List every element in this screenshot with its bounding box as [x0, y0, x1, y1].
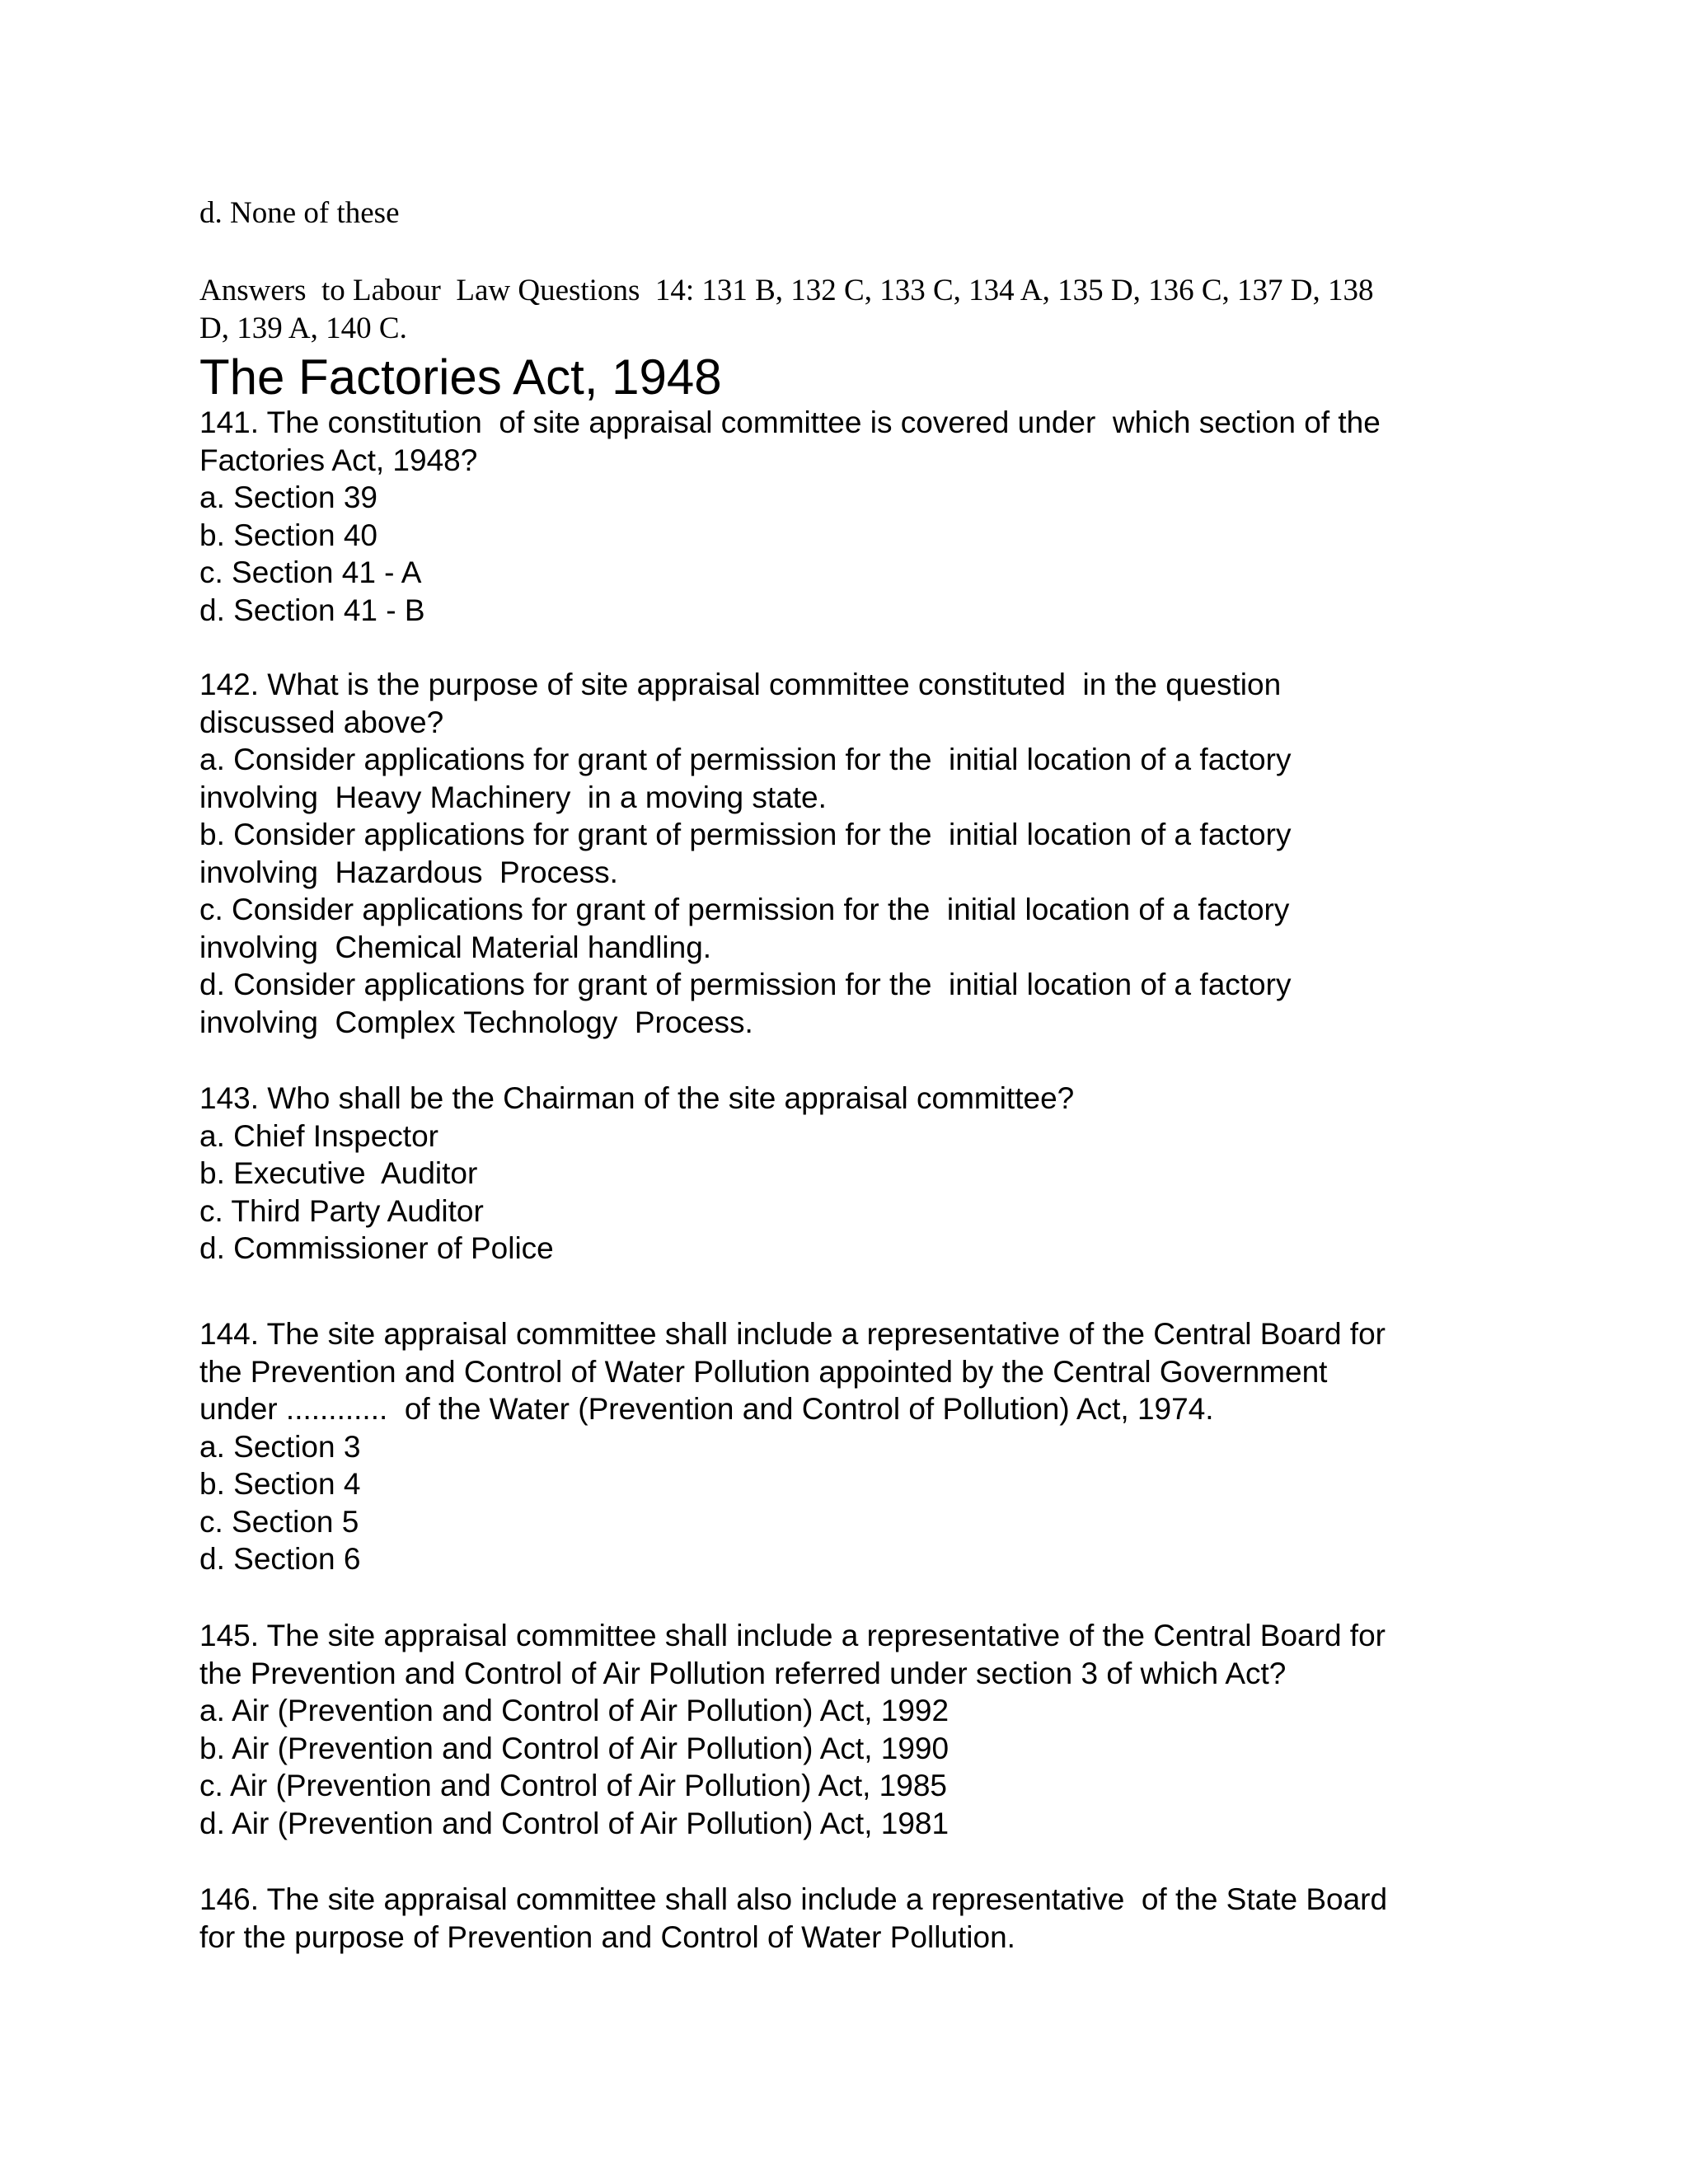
- question-144: [199, 1315, 1518, 1578]
- question-141: [199, 404, 1518, 629]
- answer-key-line: Answers to Labour Law Questions 14: 131 B, 132 C, 133 C, 134 A, 135 D, 136 C, 137 D, 138: [199, 274, 1374, 307]
- answer-option: c. Third Party Auditor: [199, 1193, 484, 1228]
- option-text: d. None of these: [199, 196, 400, 230]
- section-title: The Factories Act, 1948: [199, 349, 722, 405]
- question-text: the Prevention and Control of Air Pollution referred under section 3 of which Act?: [199, 1656, 1287, 1690]
- answer-option: d. Commissioner of Police: [199, 1231, 554, 1265]
- answer-option: involving Complex Technology Process.: [199, 1005, 753, 1039]
- answer-option: c. Air (Prevention and Control of Air Pollution) Act, 1985: [199, 1769, 947, 1802]
- answer-option: c. Section 41 - A: [199, 555, 422, 589]
- answer-option: b. Executive Auditor: [199, 1156, 478, 1190]
- answer-key-line: D, 139 A, 140 C.: [199, 312, 407, 345]
- answer-option: b. Consider applications for grant of permission for the initial location of a factory: [199, 818, 1292, 851]
- question-text: the Prevention and Control of Water Pollution appointed by the Central Government: [199, 1354, 1328, 1389]
- answer-option: d. Consider applications for grant of permission for the initial location of a factory: [199, 968, 1292, 1001]
- answer-option: involving Chemical Material handling.: [199, 930, 712, 964]
- answer-option: a. Chief Inspector: [199, 1118, 438, 1153]
- answer-option: a. Section 39: [199, 480, 377, 514]
- answer-option: c. Consider applications for grant of permission for the initial location of a factory: [199, 893, 1290, 926]
- answer-option: involving Hazardous Process.: [199, 855, 618, 889]
- question-text: discussed above?: [199, 705, 444, 739]
- question-145: [199, 1617, 1518, 1842]
- question-text: 144. The site appraisal committee shall include a representative of the Central Board for: [199, 1317, 1386, 1351]
- answer-option: b. Section 40: [199, 518, 377, 552]
- answer-option: b. Section 4: [199, 1467, 361, 1501]
- question-text: Factories Act, 1948?: [199, 443, 478, 477]
- answer-option: d. Air (Prevention and Control of Air Pollution) Act, 1981: [199, 1806, 950, 1840]
- question-text: 142. What is the purpose of site appraisal committee constituted in the question: [199, 668, 1282, 701]
- question-text: 146. The site appraisal committee shall also include a representative of the State Board: [199, 1882, 1388, 1916]
- question-text: 145. The site appraisal committee shall include a representative of the Central Board for: [199, 1619, 1386, 1652]
- question-text: 141. The constitution of site appraisal committee is covered under which section of the: [199, 405, 1381, 439]
- answer-option: c. Section 5: [199, 1504, 359, 1539]
- question-146: [199, 1881, 1518, 1956]
- question-text: 143. Who shall be the Chairman of the site appraisal committee?: [199, 1081, 1075, 1115]
- answer-option: a. Section 3: [199, 1429, 361, 1464]
- answer-option: d. Section 6: [199, 1542, 361, 1576]
- question-142: [199, 666, 1518, 1041]
- answer-option: a. Consider applications for grant of permission for the initial location of a factory: [199, 743, 1292, 776]
- question-text: under ............ of the Water (Prevention and Control of Pollution) Act, 1974.: [199, 1392, 1214, 1426]
- answer-option: d. Section 41 - B: [199, 593, 425, 627]
- previous-option: [199, 194, 1518, 232]
- answer-key: [199, 272, 1518, 348]
- answer-option: involving Heavy Machinery in a moving state.: [199, 780, 827, 814]
- question-143: [199, 1080, 1518, 1268]
- question-text: for the purpose of Prevention and Control of Water Pollution.: [199, 1919, 1015, 1954]
- answer-option: a. Air (Prevention and Control of Air Pollution) Act, 1992: [199, 1694, 950, 1727]
- answer-option: b. Air (Prevention and Control of Air Pollution) Act, 1990: [199, 1731, 950, 1765]
